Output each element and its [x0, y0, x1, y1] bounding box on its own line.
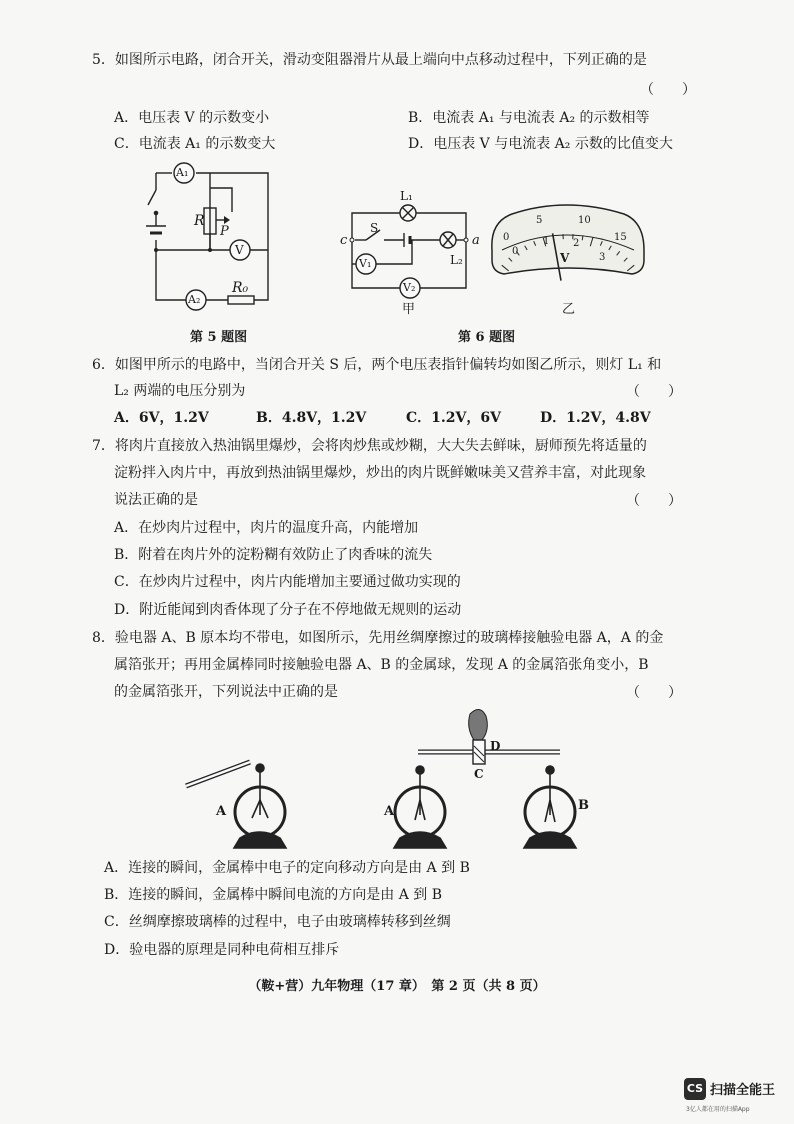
q7-option-c: C．在炒肉片过程中，肉片内能增加主要通过做功实现的 [114, 574, 461, 590]
q5-r0-label: R₀ [232, 280, 249, 296]
page-footer: （鞍+营）九年物理（17 章） 第 2 页（共 8 页） [248, 979, 546, 994]
q6-option-a: A．6V，1.2V [114, 410, 209, 426]
q5-option-b: B．电流表 A₁ 与电流表 A₂ 的示数相等 [408, 110, 650, 126]
q8-option-d: D．验电器的原理是同种电荷相互排斥 [104, 942, 340, 958]
camscanner-logo-icon: CS [684, 1078, 706, 1100]
q7-option-b: B．附着在肉片外的淀粉糊有效防止了肉香味的流失 [114, 547, 433, 563]
meter-unit: V [560, 251, 570, 265]
q6-l1-label: L₁ [400, 189, 413, 203]
q5-v-label: V [235, 243, 244, 257]
meter-lower-tick-1: 1 [543, 236, 550, 247]
q8-label-b: B [578, 798, 589, 813]
q8-bracket: （ ） [626, 685, 682, 701]
q6-l2-label: L₂ [450, 253, 463, 267]
q8-stem-line1: 8．验电器 A、B 原本均不带电，如图所示，先用丝绸摩擦过的玻璃棒接触验电器 A，A 的金 [92, 630, 664, 646]
scanner-app-name: 扫描全能王 [710, 1083, 776, 1098]
q6-s-label: S [370, 221, 379, 235]
electroscope-a-right [394, 766, 446, 848]
q8-label-d: D [490, 739, 501, 753]
q6-bracket: （ ） [626, 384, 682, 400]
q6-caption: 第 6 题图 [458, 330, 516, 345]
meter-upper-tick-15: 15 [614, 232, 627, 243]
q7-option-d: D．附近能闻到肉香体现了分子在不停地做无规则的运动 [114, 602, 462, 618]
meter-upper-tick-0: 0 [503, 232, 510, 243]
meter-lower-tick-2: 2 [573, 238, 580, 249]
q6-option-c: C．1.2V，6V [406, 410, 501, 426]
electroscope-b [524, 766, 576, 848]
q5-a2-label: A₂ [188, 293, 201, 306]
q6-v1-label: V₁ [359, 257, 372, 270]
q7-stem-line2: 淀粉拌入肉片中，再放到热油锅里爆炒，炒出的肉片既鲜嫩味美又营养丰富，对此现象 [114, 465, 646, 481]
q5-option-c: C．电流表 A₁ 的示数变大 [114, 136, 276, 152]
electroscope-a-left [234, 764, 286, 848]
q5-caption: 第 5 题图 [190, 330, 248, 345]
q6-stem-line1: 6．如图甲所示的电路中，当闭合开关 S 后，两个电压表指针偏转均如图乙所示，则灯 L₁ 和 [92, 357, 662, 373]
q5-a1-label: A₁ [176, 166, 189, 179]
q6-fig-jia: 甲 [402, 302, 416, 317]
q8-option-a: A．连接的瞬间，金属棒中电子的定向移动方向是由 A 到 B [104, 860, 470, 876]
q6-fig-yi: 乙 [562, 302, 576, 317]
q8-label-c: C [474, 767, 484, 781]
q6-option-d: D．1.2V，4.8V [540, 410, 651, 426]
meter-upper-tick-5: 5 [536, 215, 543, 226]
q5-r-label: R [194, 213, 205, 229]
q6-v2-label: V₂ [403, 281, 416, 294]
q7-stem-line1: 7．将肉片直接放入热油锅里爆炒，会将肉炒焦或炒糊，大大失去鲜味，厨师预先将适量的 [92, 438, 647, 454]
q5-option-a: A．电压表 V 的示数变小 [114, 110, 270, 126]
q5-option-d: D．电压表 V 与电流表 A₂ 示数的比值变大 [408, 136, 673, 152]
scanner-tagline: 3亿人都在用的扫描App [686, 1106, 750, 1113]
q8-stem-line2: 属箔张开；再用金属棒同时接触验电器 A、B 的金属球，发现 A 的金属箔张角变小，B [114, 657, 649, 673]
q7-stem-line3: 说法正确的是 [114, 492, 198, 508]
q5-bracket: （ ） [640, 82, 696, 98]
q8-stem-line3: 的金属箔张开，下列说法中正确的是 [114, 684, 338, 700]
q8-option-c: C．丝绸摩擦玻璃棒的过程中，电子由玻璃棒转移到丝绸 [104, 914, 451, 930]
q5-p-label: P [220, 224, 229, 239]
q7-option-a: A．在炒肉片过程中，肉片的温度升高，内能增加 [114, 520, 419, 536]
q6-option-b: B．4.8V，1.2V [256, 410, 367, 426]
q6-a-label: a [472, 233, 480, 248]
meter-lower-tick-3: 3 [599, 252, 606, 263]
q7-bracket: （ ） [626, 493, 682, 509]
meter-lower-tick-0: 0 [512, 246, 519, 257]
q8-label-a-left: A [216, 804, 227, 819]
q6-stem-line2: L₂ 两端的电压分别为 [114, 383, 246, 399]
q8-option-b: B．连接的瞬间，金属棒中瞬间电流的方向是由 A 到 B [104, 887, 443, 903]
meter-upper-tick-10: 10 [578, 215, 591, 226]
q6-c-label: c [340, 233, 348, 248]
q5-stem: 5．如图所示电路，闭合开关，滑动变阻器滑片从最上端向中点移动过程中，下列正确的是 [92, 52, 647, 68]
q8-label-a-right: A [384, 804, 395, 819]
